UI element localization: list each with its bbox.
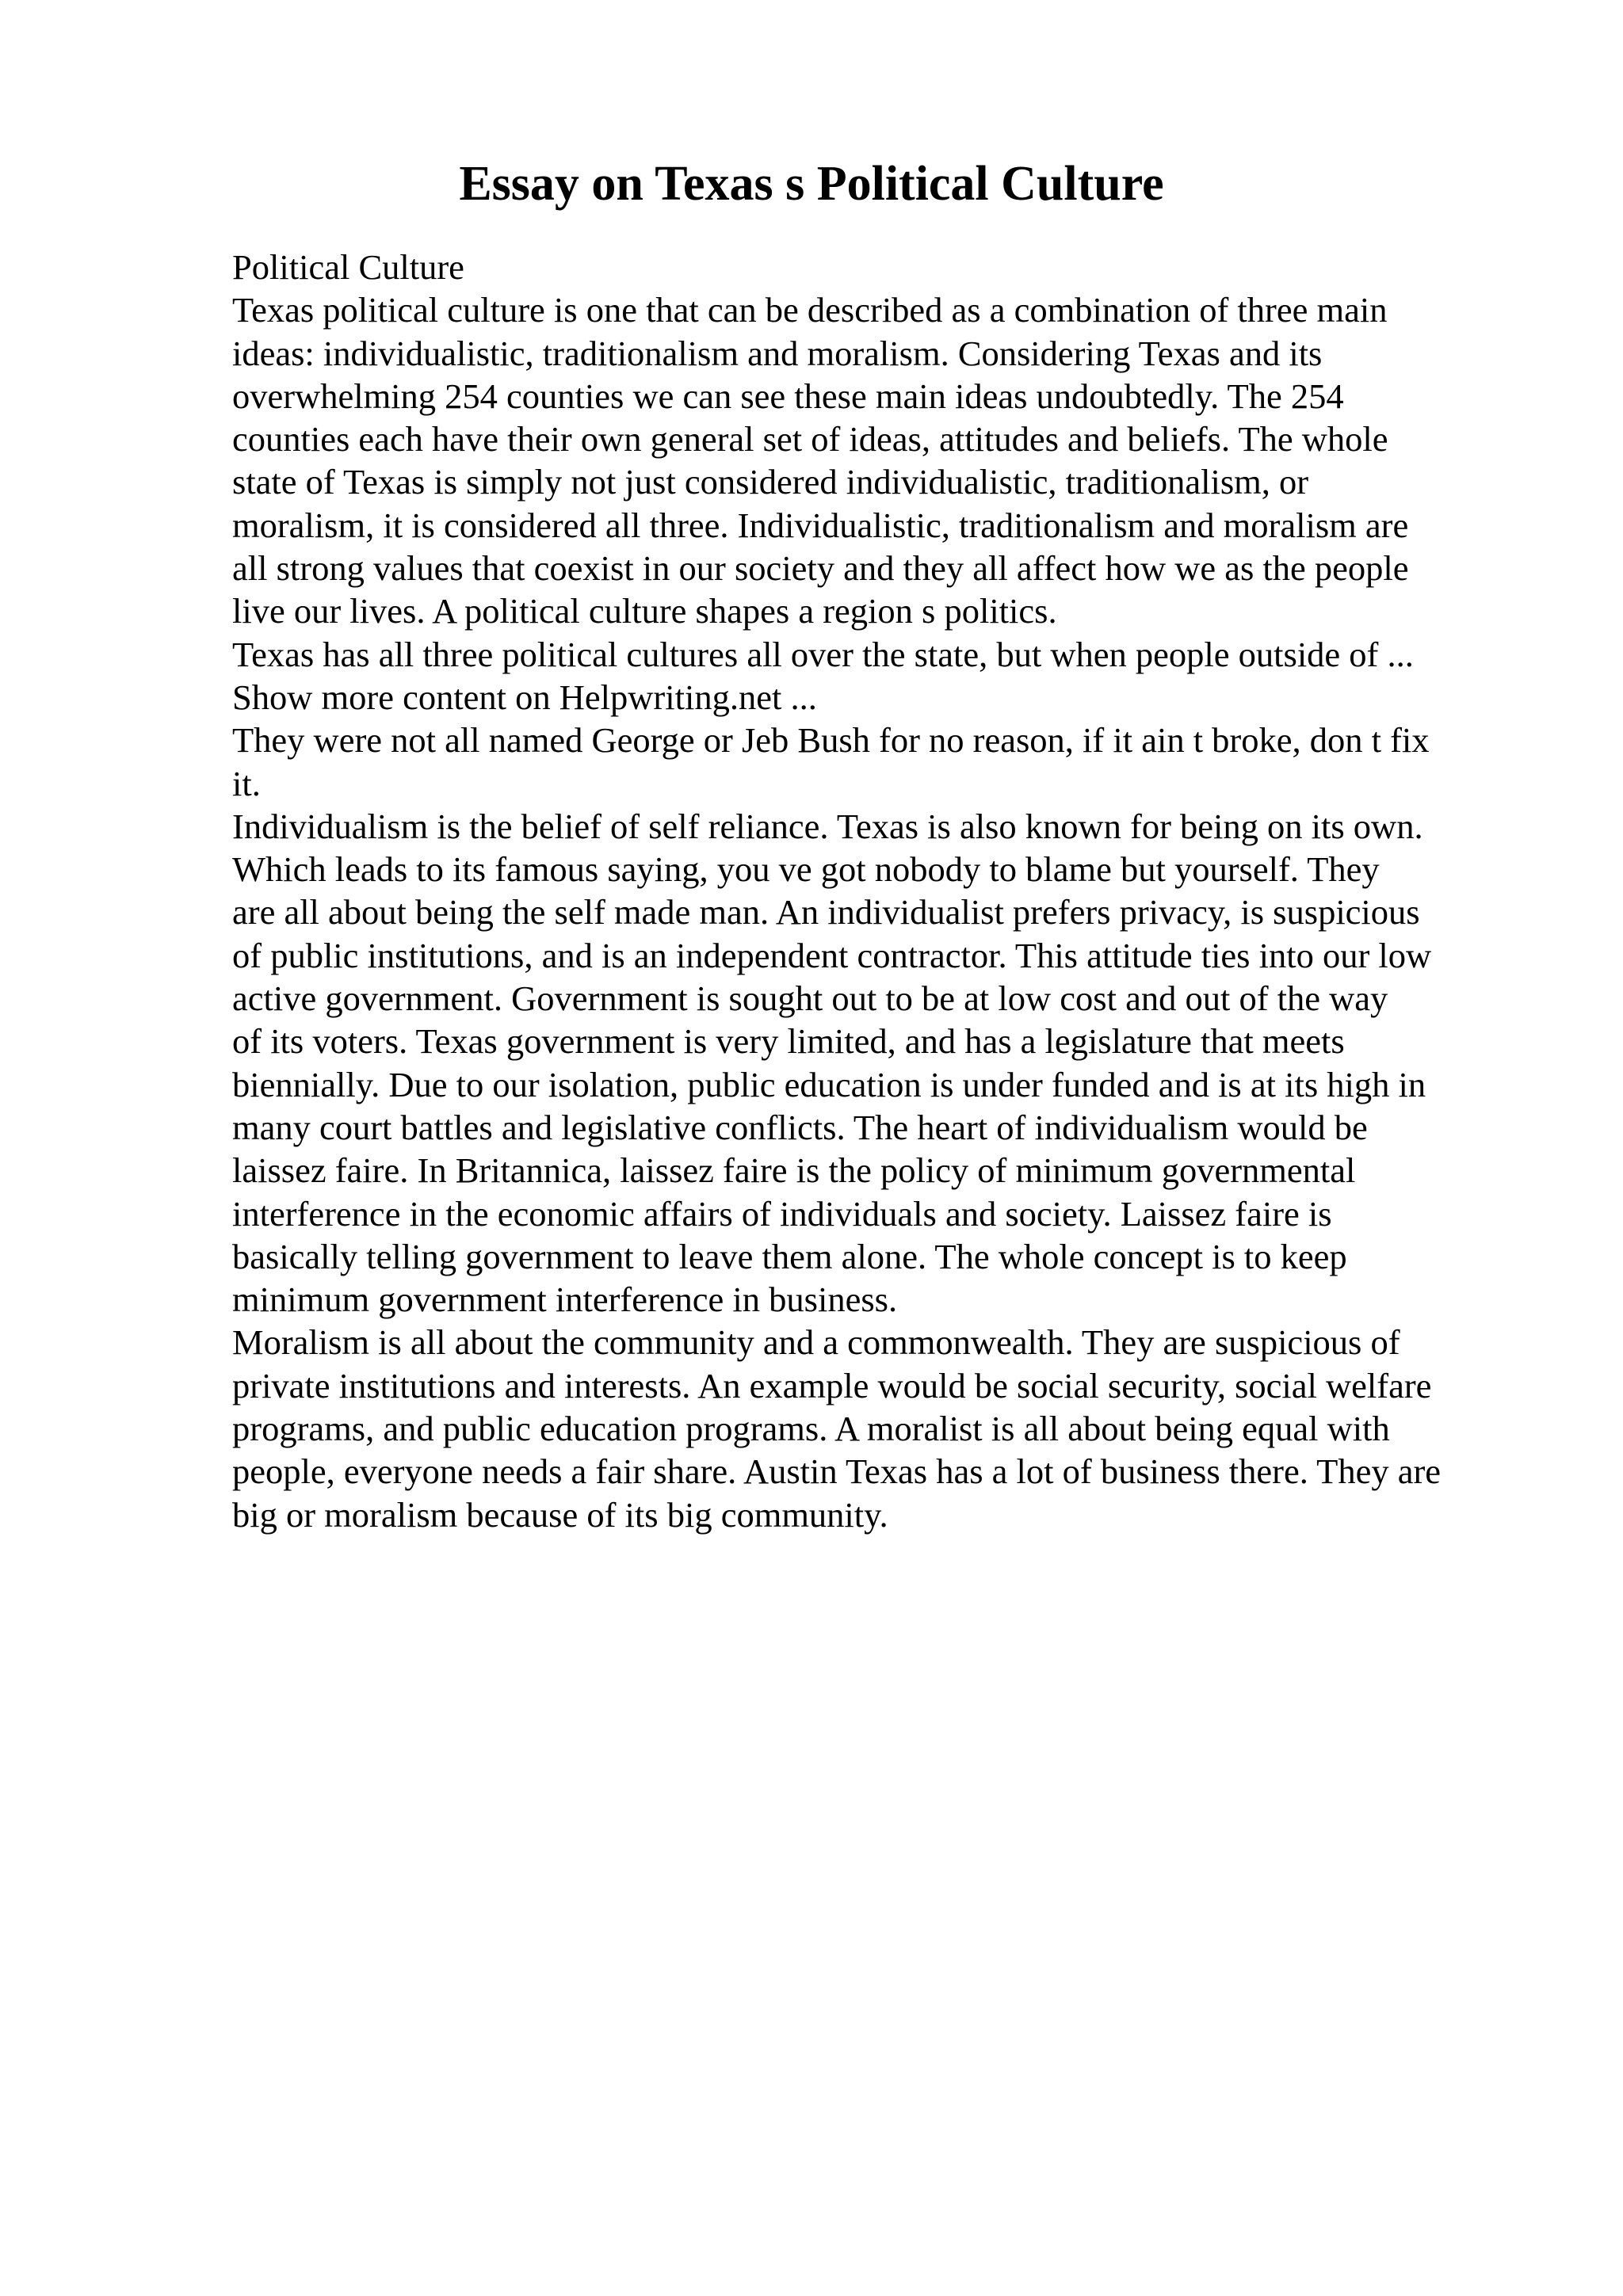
text-line: all strong values that coexist in our society and they all affect how we as the people: [232, 548, 1409, 589]
text-line: interference in the economic affairs of individuals and society. Laissez faire is: [232, 1193, 1332, 1234]
text-line: people, everyone needs a fair share. Austin Texas has a lot of business there. They are: [232, 1451, 1442, 1492]
text-line: private institutions and interests. An example would be social security, social welfare: [232, 1365, 1432, 1405]
section-heading: Political Culture: [232, 247, 464, 287]
text-line: of public institutions, and is an independent contractor. This attitude ties into our low: [232, 935, 1432, 975]
text-line: minimum government interference in business.: [232, 1280, 898, 1320]
essay-body: [232, 246, 1611, 1536]
text-line: state of Texas is simply not just considered individualistic, traditionalism, or: [232, 462, 1309, 502]
text-line: ideas: individualistic, traditionalism and moralism. Considering Texas and its: [232, 333, 1323, 373]
text-line: biennially. Due to our isolation, public education is under funded and is at its high in: [232, 1064, 1426, 1104]
text-line: overwhelming 254 counties we can see these main ideas undoubtedly. The 254: [232, 376, 1344, 416]
text-line: counties each have their own general set of ideas, attitudes and beliefs. The whole: [232, 419, 1388, 460]
text-line: laissez faire. In Britannica, laissez faire is the policy of minimum governmental: [232, 1150, 1356, 1191]
text-line: it.: [232, 763, 261, 803]
text-line: moralism, it is considered all three. Individualistic, traditionalism and moralism are: [232, 505, 1409, 545]
text-line: big or moralism because of its big community.: [232, 1494, 888, 1535]
text-line: Individualism is the belief of self reliance. Texas is also known for being on its own.: [232, 806, 1423, 846]
document-title: Essay on Texas s Political Culture: [459, 157, 1164, 211]
text-line: active government. Government is sought out to be at low cost and out of the way: [232, 978, 1388, 1019]
text-line: basically telling government to leave them alone. The whole concept is to keep: [232, 1236, 1347, 1276]
text-line: live our lives. A political culture shapes a region s politics.: [232, 591, 1057, 631]
text-line: Texas has all three political cultures all over the state, but when people outside of ...: [232, 634, 1414, 674]
text-line: many court battles and legislative conflicts. The heart of individualism would be: [232, 1107, 1368, 1147]
show-more-link[interactable]: Show more content on Helpwriting.net ...: [232, 677, 817, 717]
text-line: of its voters. Texas government is very limited, and has a legislature that meets: [232, 1021, 1345, 1062]
text-line: Which leads to its famous saying, you ve got nobody to blame but yourself. They: [232, 849, 1380, 890]
text-line: Texas political culture is one that can be described as a combination of three main: [232, 290, 1388, 330]
text-line: They were not all named George or Jeb Bush for no reason, if it ain t broke, don t fix: [232, 720, 1430, 761]
text-line: programs, and public education programs. A moralist is all about being equal with: [232, 1409, 1390, 1449]
text-line: Moralism is all about the community and a commonwealth. They are suspicious of: [232, 1322, 1400, 1363]
text-line: are all about being the self made man. An individualist prefers privacy, is suspicious: [232, 892, 1420, 933]
